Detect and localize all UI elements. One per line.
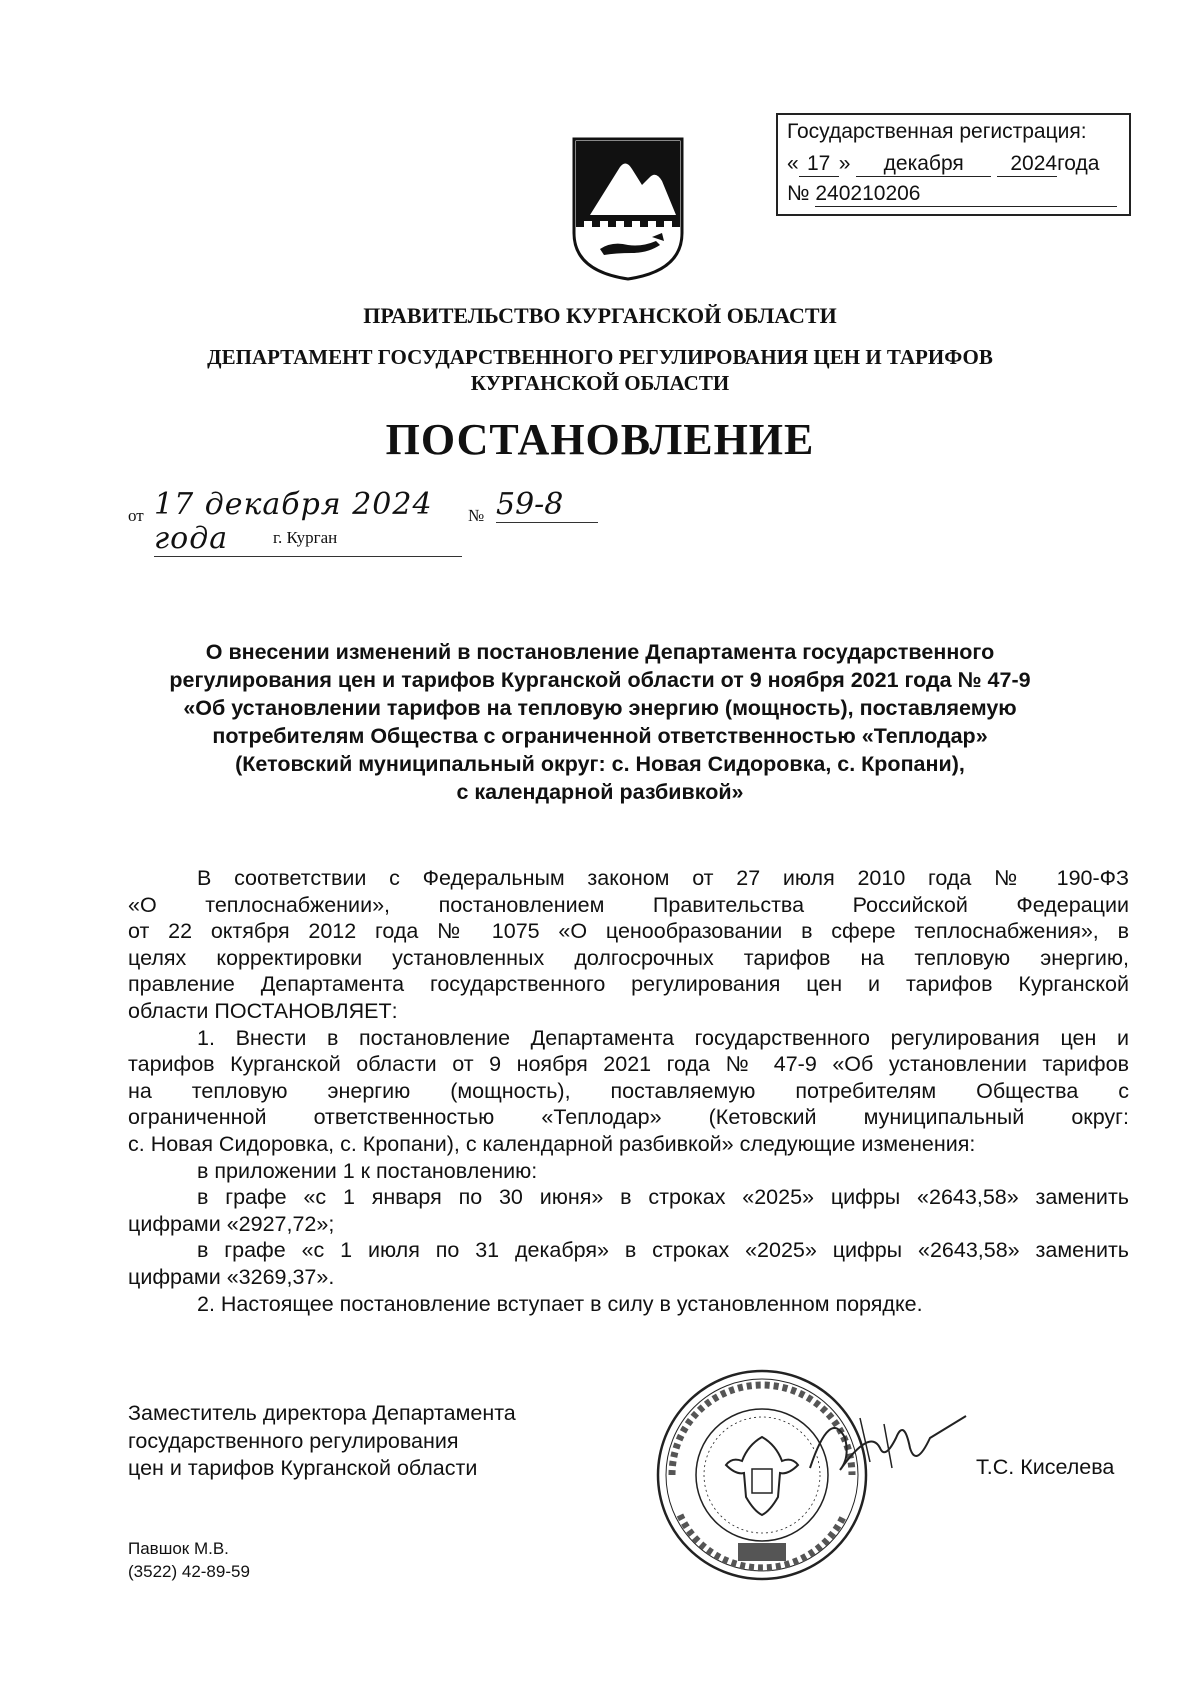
body-line: от 22 октября 2012 года № 1075 «О ценообразовании в сфере теплоснабжения», в bbox=[128, 919, 1129, 944]
coat-of-arms-icon bbox=[572, 137, 684, 281]
handwritten-number: 59-8 bbox=[496, 488, 598, 523]
registration-day-close: » bbox=[838, 152, 851, 175]
subject-line: О внесении изменений в постановление Департамента государственного bbox=[205, 640, 995, 664]
registration-year-word: года bbox=[1057, 152, 1100, 175]
registration-day: 17 bbox=[799, 152, 839, 177]
body-line: на тепловую энергию (мощность), поставляемую потребителям Общества с bbox=[128, 1078, 1129, 1103]
registration-month: декабря bbox=[856, 152, 991, 177]
registration-title: Государственная регистрация: bbox=[787, 120, 1087, 143]
body-line: цифрами «3269,37». bbox=[128, 1264, 335, 1289]
registration-number-line bbox=[787, 179, 1117, 209]
date-from-label: от bbox=[128, 506, 144, 525]
body-line: целях корректировки установленных долгосрочных тарифов на тепловую энергию, bbox=[128, 945, 1129, 970]
body-line: ограниченной ответственностью «Теплодар» (Кетовский муниципальный округ: bbox=[128, 1105, 1129, 1130]
body-line: цифрами «2927,72»; bbox=[128, 1211, 335, 1236]
subject-line: «Об установлении тарифов на тепловую энергию (мощность), поставляемую bbox=[183, 696, 1017, 720]
number-label: № bbox=[468, 506, 485, 525]
subject-line: регулирования цен и тарифов Курганской области от 9 ноября 2021 года № 47-9 bbox=[169, 668, 1031, 692]
body-line: в приложении 1 к постановлению: bbox=[197, 1158, 538, 1183]
body-line: области ПОСТАНОВЛЯЕТ: bbox=[128, 998, 398, 1023]
date-line bbox=[128, 487, 668, 556]
subject-line: (Кетовский муниципальный округ: с. Новая Сидоровка, с. Кропани), bbox=[235, 752, 965, 776]
subject-line: с календарной разбивкой» bbox=[456, 780, 744, 804]
subject-line: потребителям Общества с ограниченной ответственностью «Теплодар» bbox=[212, 724, 988, 748]
registration-day-open: « bbox=[787, 152, 799, 175]
handwritten-signature-icon bbox=[800, 1398, 970, 1488]
signer-name: Т.С. Киселева bbox=[976, 1455, 1115, 1479]
document-type: ПОСТАНОВЛЕНИЕ bbox=[385, 415, 815, 464]
document-subject bbox=[120, 638, 1080, 806]
body-line: с. Новая Сидоровка, с. Кропани), с календарной разбивкой» следующие изменения: bbox=[128, 1131, 976, 1156]
executor-name: Павшок М.В. bbox=[128, 1539, 229, 1558]
registration-box bbox=[776, 113, 1131, 216]
department-title-line1: ДЕПАРТАМЕНТ ГОСУДАРСТВЕННОГО РЕГУЛИРОВАНИЯ ЦЕН И ТАРИФОВ bbox=[207, 345, 993, 369]
handwritten-date: 17 декабря 2024 года bbox=[154, 488, 462, 557]
city: г. Курган bbox=[273, 528, 338, 547]
executor-info bbox=[128, 1537, 250, 1583]
registration-year-suffix: 24 bbox=[1033, 152, 1058, 175]
body-line: в графе «с 1 января по 30 июня» в строках «2025» цифры «2643,58» заменить bbox=[197, 1185, 1129, 1210]
signer-position-line: государственного регулирования bbox=[128, 1428, 459, 1453]
department-title-line2: КУРГАНСКОЙ ОБЛАСТИ bbox=[470, 371, 730, 395]
registration-year-prefix: 20 bbox=[1010, 152, 1034, 175]
government-title: ПРАВИТЕЛЬСТВО КУРГАНСКОЙ ОБЛАСТИ bbox=[363, 303, 837, 328]
body-line: В соответствии с Федеральным законом от 27 июля 2010 года № 190-ФЗ bbox=[197, 866, 1129, 890]
body-line: «О теплоснабжении», постановлением Правительства Российской Федерации bbox=[128, 892, 1129, 917]
registration-number: 240210206 bbox=[815, 182, 1117, 207]
registration-number-label: № bbox=[787, 182, 810, 205]
signer-position-line: цен и тарифов Курганской области bbox=[128, 1456, 478, 1480]
document-body bbox=[128, 865, 1129, 1317]
body-line: 2. Настоящее постановление вступает в силу в установленном порядке. bbox=[197, 1291, 923, 1316]
registration-date bbox=[787, 149, 1099, 179]
executor-phone: (3522) 42-89-59 bbox=[128, 1562, 250, 1581]
body-line: тарифов Курганской области от 9 ноября 2021 года № 47-9 «Об установлении тарифов bbox=[128, 1052, 1129, 1077]
signer-position bbox=[128, 1400, 516, 1483]
body-line: правление Департамента государственного регулирования цен и тарифов Курганской bbox=[128, 972, 1129, 997]
signer-position-line: Заместитель директора Департамента bbox=[128, 1401, 516, 1425]
body-line: 1. Внести в постановление Департамента государственного регулирования цен и bbox=[197, 1025, 1129, 1050]
body-line: в графе «с 1 июля по 31 декабря» в строках «2025» цифры «2643,58» заменить bbox=[197, 1238, 1129, 1263]
